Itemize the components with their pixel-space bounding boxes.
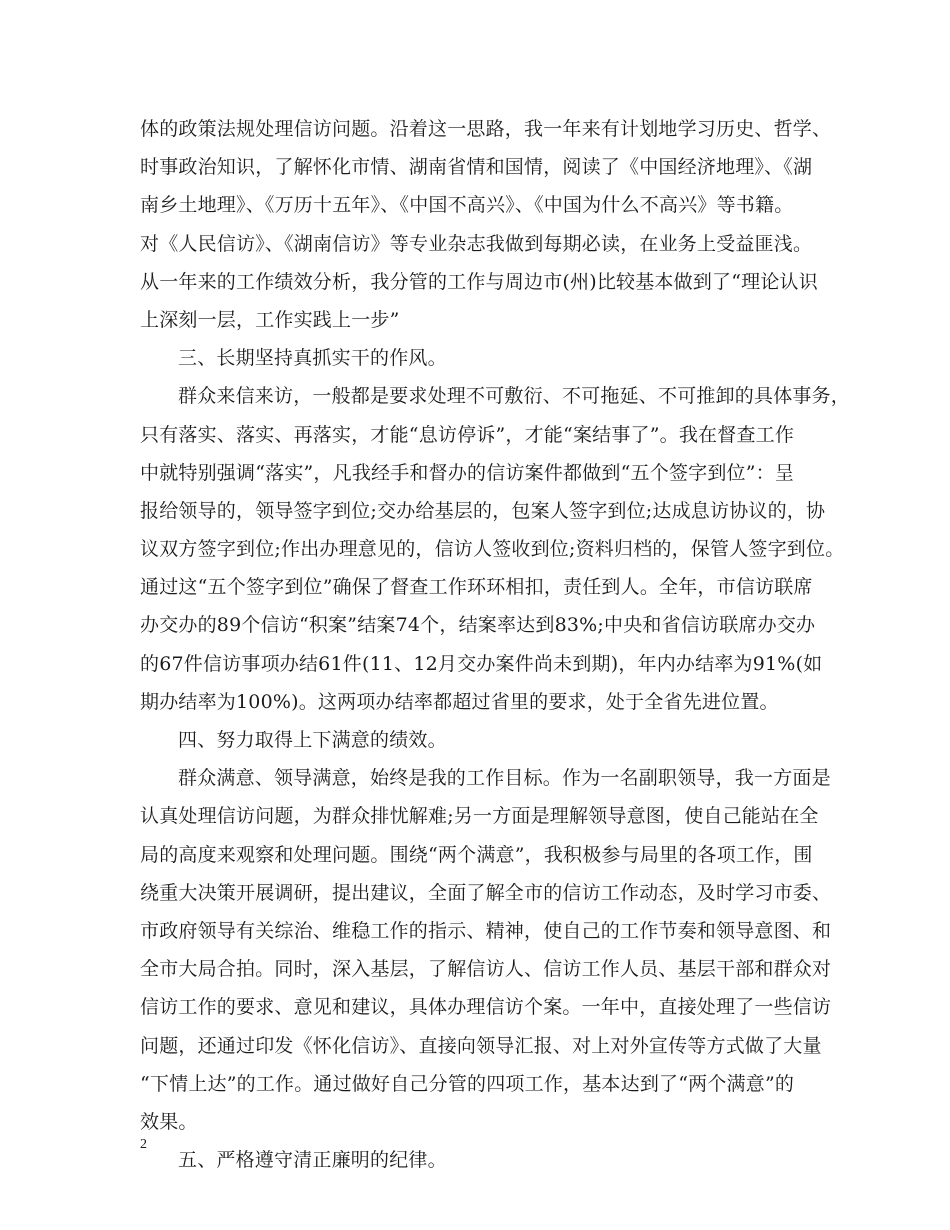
text-line: 问题，还通过印发《怀化信访》、直接向领导汇报、对上对外宣传等方式做了大量: [140, 1034, 822, 1057]
text-line: 信访工作的要求、意见和建议，具体办理信访个案。一年中，直接处理了一些信访: [140, 996, 832, 1019]
text-line: 从一年来的工作绩效分析，我分管的工作与周边市(州)比较基本做到了“理论认识: [140, 270, 818, 293]
text-line: 效果。: [140, 1110, 198, 1133]
text-line: 市政府领导有关综治、维稳工作的指示、精神，使自己的工作节奏和领导意图、和: [140, 919, 832, 942]
text-line: 南乡土地理》、《万历十五年》、《中国不高兴》、《中国为什么不高兴》等书籍。: [140, 194, 794, 217]
section-heading: 五、严格遵守清正廉明的纪律。: [178, 1149, 447, 1172]
text-line: 议双方签字到位;作出办理意见的，信访人签收到位;资料归档的，保管人签字到位。: [140, 538, 845, 561]
text-line: 认真处理信访问题，为群众排忧解难;另一方面是理解领导意图，使自己能站在全: [140, 805, 819, 828]
text-line: 绕重大决策开展调研，提出建议，全面了解全市的信访工作动态，及时学习市委、: [140, 881, 832, 904]
text-line: 通过这“五个签字到位”确保了督查工作环环相扣，责任到人。全年，市信访联席: [140, 576, 813, 599]
text-line: 群众满意、领导满意，始终是我的工作目标。作为一名副职领导，我一方面是: [178, 767, 831, 790]
text-line: 上深刻一层，工作实践上一步”: [140, 308, 400, 331]
text-line: “下情上达”的工作。通过做好自己分管的四项工作，基本达到了“两个满意”的: [140, 1072, 795, 1095]
document-body: [140, 110, 851, 1179]
text-line: 全市大局合拍。同时，深入基层，了解信访人、信访工作人员、基层干部和群众对: [140, 958, 832, 981]
text-line: 期办结率为100%)。这两项办结率都超过省里的要求，处于全省先进位置。: [140, 690, 779, 713]
text-line: 只有落实、落实、再落实，才能“息访停诉”，才能“案结事了”。我在督查工作: [140, 423, 795, 446]
page-number: 2: [140, 1137, 147, 1152]
text-line: 的67件信访事项办结61件(11、12月交办案件尚未到期)，年内办结率为91%(如: [140, 652, 823, 675]
text-line: 中就特别强调“落实”，凡我经手和督办的信访案件都做到“五个签字到位”：呈: [140, 461, 795, 484]
text-line: 对《人民信访》、《湖南信访》等专业杂志我做到每期必读，在业务上受益匪浅。: [140, 232, 813, 255]
text-line: 局的高度来观察和处理问题。围绕“两个满意”，我积极参与局里的各项工作，围: [140, 843, 813, 866]
text-line: 办交办的89个信访“积案”结案74个，结案率达到83%;中央和省信访联席办交办: [140, 614, 816, 637]
section-heading: 三、长期坚持真抓实干的作风。: [178, 347, 447, 370]
text-line: 报给领导的，领导签字到位;交办给基层的，包案人签字到位;达成息访协议的，协: [140, 499, 826, 522]
section-heading: 四、努力取得上下满意的绩效。: [178, 729, 447, 751]
text-line: 体的政策法规处理信访问题。沿着这一思路，我一年来有计划地学习历史、哲学、: [140, 118, 832, 140]
text-line: 群众来信来访，一般都是要求处理不可敷衍、不可拖延、不可推卸的具体事务，: [178, 385, 851, 408]
text-line: 时事政治知识，了解怀化市情、湖南省情和国情，阅读了《中国经济地理》、《湖: [140, 156, 813, 179]
